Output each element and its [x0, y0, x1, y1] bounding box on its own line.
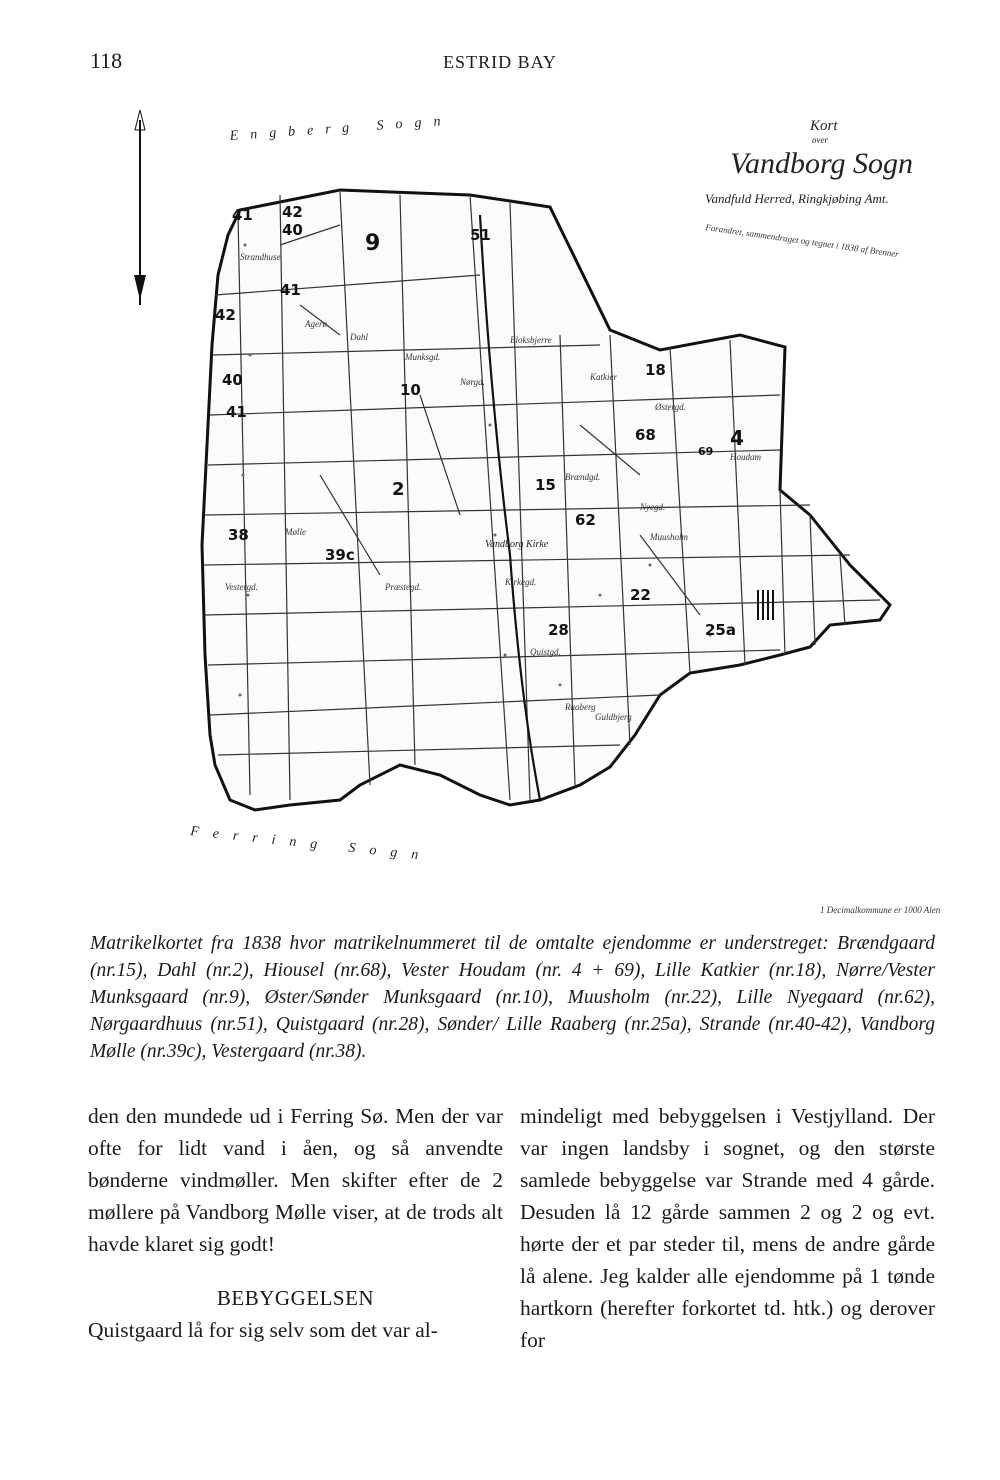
plot-number: 41 — [226, 403, 247, 421]
plot-number: 41 — [280, 281, 301, 299]
map-title-small: Kort — [810, 118, 838, 134]
farm-label: Bloksbjerre — [510, 335, 552, 345]
farm-label: Østergd. — [655, 402, 686, 412]
paragraph: Quistgaard lå for sig selv som det var al- — [88, 1318, 438, 1342]
farm-label: Dahl — [350, 332, 368, 342]
farm-label: Nyegd. — [640, 502, 666, 512]
map-title-note: Forandret, sammendraget og tegnet i 1838 af Brenner — [704, 222, 900, 260]
page-number: 118 — [90, 48, 123, 73]
plot-number: 42 — [282, 203, 303, 221]
map-church-label: Vandborg Kirke — [485, 539, 549, 550]
plot-number: 42 — [215, 306, 236, 324]
map-title-sub: Vandfuld Herred, Ringkjøbing Amt. — [705, 191, 889, 206]
plot-number: 10 — [400, 381, 421, 399]
map-scale-note: 1 Decimalkommune er 1000 Alen — [820, 905, 941, 915]
plot-number: 9 — [365, 231, 381, 256]
plot-number: 62 — [575, 511, 596, 529]
paragraph: mindeligt med bebyggelsen i Vestjylland. Der var ingen landsby i sognet, og den største samlede bebyggelse var Strande med 4 gårde. Desuden lå 12 gårde sammen 2 og 2 og evt. hørte der et par steder til, mens de andre gårde lå alene. Jeg kalder alle ejendomme på 1 tønde hartkorn (herefter forkortet td. htk.) og derover for — [520, 1104, 935, 1352]
paragraph: den den mundede ud i Ferring Sø. Men der var ofte for lidt vand i åen, og så anvendte bønderne vindmøller. Men skifter efter de 2 møllere på Vandborg Mølle viser, at de trods alt havde klaret sig godt! — [88, 1104, 503, 1256]
north-arrow-icon — [134, 110, 146, 305]
plot-number: 51 — [470, 226, 491, 244]
farm-label: Houdam — [730, 452, 761, 462]
farm-label: Quistgd. — [530, 647, 561, 657]
farm-label: Brændgd. — [565, 472, 601, 482]
plot-number: 25a — [705, 621, 736, 639]
figure-caption: Matrikelkortet fra 1838 hvor matrikelnummeret til de omtalte ejendomme er understreget: Brændgaard (nr.15), Dahl (nr.2), Hiousel (nr.68), Vester Houdam (nr. 4 + 69), Lille Katkier (nr.18), Nørre/Vester Munksgaard (nr.9), Øster/Sønder Munksgaard (nr.10), Muusholm (nr.22), Lille Nyegaard (nr.62), Nørgaardhuus (nr.51), Quistgaard (nr.28), Sønder/ Lille Raaberg (nr.25a), Strande (nr.40-42), Vandborg Mølle (nr.39c), Vestergaard (nr.38). — [90, 933, 935, 1062]
section-heading: BEBYGGELSEN — [216, 1286, 375, 1310]
plot-number: 18 — [645, 361, 666, 379]
running-title: ESTRID BAY — [443, 52, 557, 72]
map-title-over: over — [812, 135, 828, 145]
farm-label: Mølle — [285, 527, 306, 537]
plot-number: 2 — [392, 479, 405, 500]
farm-label: Muusholm — [650, 532, 688, 542]
plot-number: 22 — [630, 586, 651, 604]
farm-label: Præstegd. — [385, 582, 422, 592]
plot-number: 41 — [232, 206, 253, 224]
map-drawing — [40, 95, 970, 925]
plot-number: 38 — [228, 526, 249, 544]
farm-label: Nørgd. — [460, 377, 485, 387]
farm-label: Munksgd. — [405, 352, 441, 362]
text-column-right — [520, 1100, 935, 1356]
neighbour-parish-top: Engberg Sogn — [229, 113, 453, 144]
plot-number: 40 — [282, 221, 303, 239]
plot-number: 40 — [222, 371, 243, 389]
farm-label: Agerø — [305, 319, 327, 329]
farm-label: Strandhuse — [240, 252, 281, 262]
parish-boundary — [202, 190, 890, 810]
plot-number: 4 — [730, 426, 744, 450]
farm-label: Katkier — [590, 372, 617, 382]
text-column-left — [88, 1100, 503, 1346]
cadastral-map — [40, 95, 970, 925]
farm-label: Raaberg — [565, 702, 596, 712]
plot-number: 28 — [548, 621, 569, 639]
farm-label: Kirkegd. — [505, 577, 537, 587]
farm-label: Vestergd. — [225, 582, 258, 592]
plot-number: 39c — [325, 546, 355, 564]
plot-number: 15 — [535, 476, 556, 494]
plot-number: 69 — [698, 445, 714, 458]
neighbour-parish-bottom: Ferring Sogn — [189, 824, 433, 865]
map-title-main: Vandborg Sogn — [730, 147, 914, 180]
farm-label: Guldbjerg — [595, 712, 632, 722]
plot-number: 68 — [635, 426, 656, 444]
